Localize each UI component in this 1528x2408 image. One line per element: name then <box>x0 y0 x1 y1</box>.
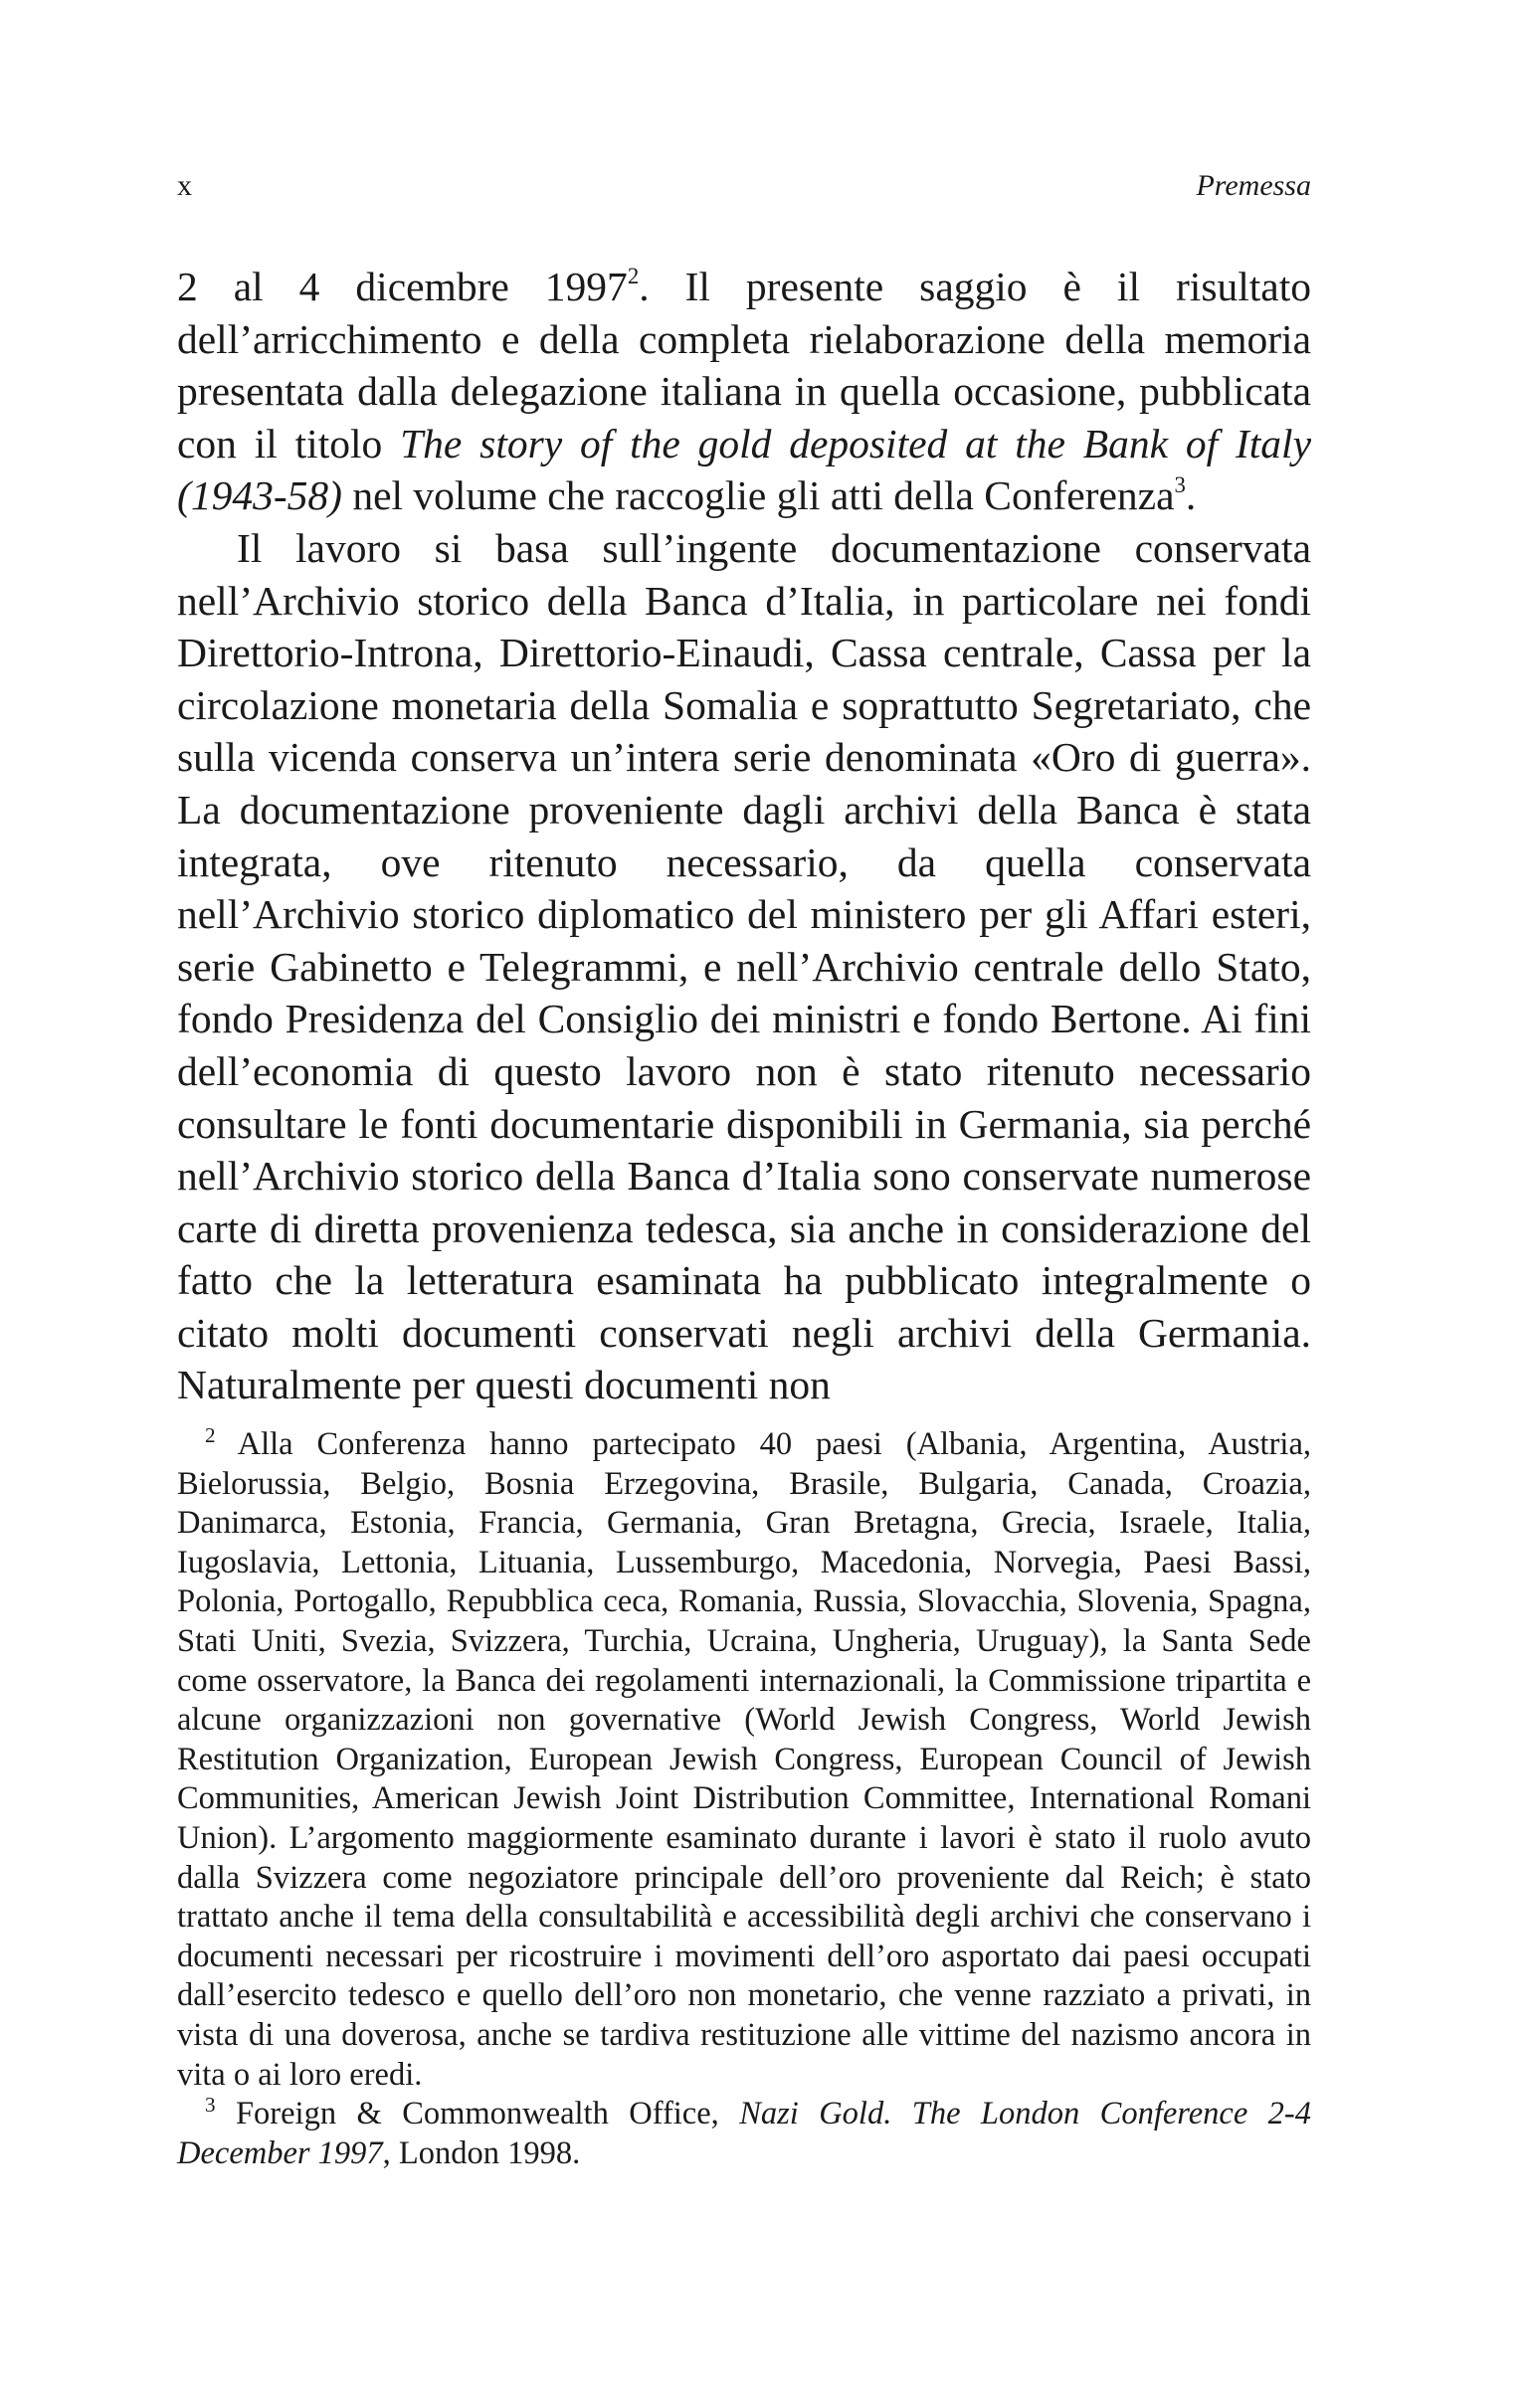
footnotes <box>177 1425 1311 2173</box>
footnote-3-title: Nazi Gold. The London Conference 2-4 December 1997 <box>177 2096 1311 2171</box>
footnote-ref-2: 2 <box>627 263 640 288</box>
footnote-ref-3: 3 <box>1174 472 1186 498</box>
footnote-2-number: 2 <box>205 1423 216 1448</box>
p1-text-d: . <box>1185 472 1197 519</box>
footnote-3-post: , London 1998. <box>382 2134 581 2171</box>
paragraph-2: Il lavoro si basa sull’ingente documentazione conservata nell’Archivio storico della Banca d’Italia, in particolare nei fondi Direttorio-Introna, Direttorio-Einaudi, Cassa centrale, Cassa per la circolazione monetaria della Somalia e soprattutto Segretariato, che sulla vicenda conserva un’intera serie denominata «Oro di guerra». La documentazione proveniente dagli archivi della Banca è stata integrata, ove ritenuto necessario, da quella conservata nell’Archivio storico diplomatico del ministero per gli Affari esteri, serie Gabinetto e Telegrammi, e nell’Archivio centrale dello Stato, fondo Presidenza del Consiglio dei ministri e fondo Bertone. Ai fini dell’economia di questo lavoro non è stato ritenuto necessario consultare le fonti documentarie disponibili in Germania, sia perché nell’Archivio storico della Banca d’Italia sono conservate numerose carte di diretta provenienza tedesca, sia anche in considerazione del fatto che la letteratura esaminata ha pubblicato integralmente o citato molti documenti conservati negli archivi della Germania. Naturalmente per questi documenti non <box>177 524 1311 1408</box>
p1-text-a: 2 al 4 dicembre 1997 <box>177 264 628 309</box>
p1-text-c: nel volume che raccoglie gli atti della Conferenza <box>341 472 1175 519</box>
p1-text-b: . Il presente saggio è il risultato dell’arricchimento e della completa rielaborazione della memoria presentata dalla delegazione italiana in quella occasione, pubblicata con il titolo <box>177 264 1311 466</box>
footnote-2 <box>177 1425 1311 2095</box>
paragraph-1 <box>177 261 1311 522</box>
footnote-3 <box>177 2095 1311 2173</box>
page-number: x <box>177 169 193 202</box>
running-head <box>177 169 1311 219</box>
main-text <box>177 261 1311 1411</box>
work-title: The story of the gold deposited at the Bank of Italy (1943-58) <box>177 420 1312 519</box>
running-title: Premessa <box>1196 169 1311 202</box>
footnote-3-number: 3 <box>205 2093 216 2118</box>
footnote-2-text: Alla Conferenza hanno partecipato 40 paesi (Albania, Argentina, Austria, Bielorussia, Belgio, Bosnia Erzegovina, Brasile, Bulgaria, Canada, Croazia, Danimarca, Estonia, Francia, Germania, Gran Bretagna, Grecia, Israele, Italia, Iugoslavia, Lettonia, Lituania, Lussemburgo, Macedonia, Norvegia, Paesi Bassi, Polonia, Portogallo, Repubblica ceca, Romania, Russia, Slovacchia, Slovenia, Spagna, Stati Uniti, Svezia, Svizzera, Turchia, Ucraina, Ungheria, Uruguay), la Santa Sede come osservatore, la Banca dei regolamenti internazionali, la Commissione tripartita e alcune organizzazioni non governative (World Jewish Congress, World Jewish Restitution Organization, European Jewish Congress, European Council of Jewish Communities, American Jewish Joint Distribution Committee, International Romani Union). L’argomento maggiormente esaminato durante i lavori è stato il ruolo avuto dalla Svizzera come negoziatore principale dell’oro proveniente dal Reich; è stato trattato anche il tema della consultabilità e accessibilità degli archivi che conservano i documenti necessari per ricostruire i movimenti dell’oro asportato dai paesi occupati dall’esercito tedesco e quello dell’oro non monetario, che venne razziato a privati, in vista di una doverosa, anche se tardiva restituzione alle vittime del nazismo ancora in vita o ai loro eredi. <box>177 1426 1311 2093</box>
footnote-3-pre: Foreign & Commonwealth Office, <box>235 2096 740 2132</box>
